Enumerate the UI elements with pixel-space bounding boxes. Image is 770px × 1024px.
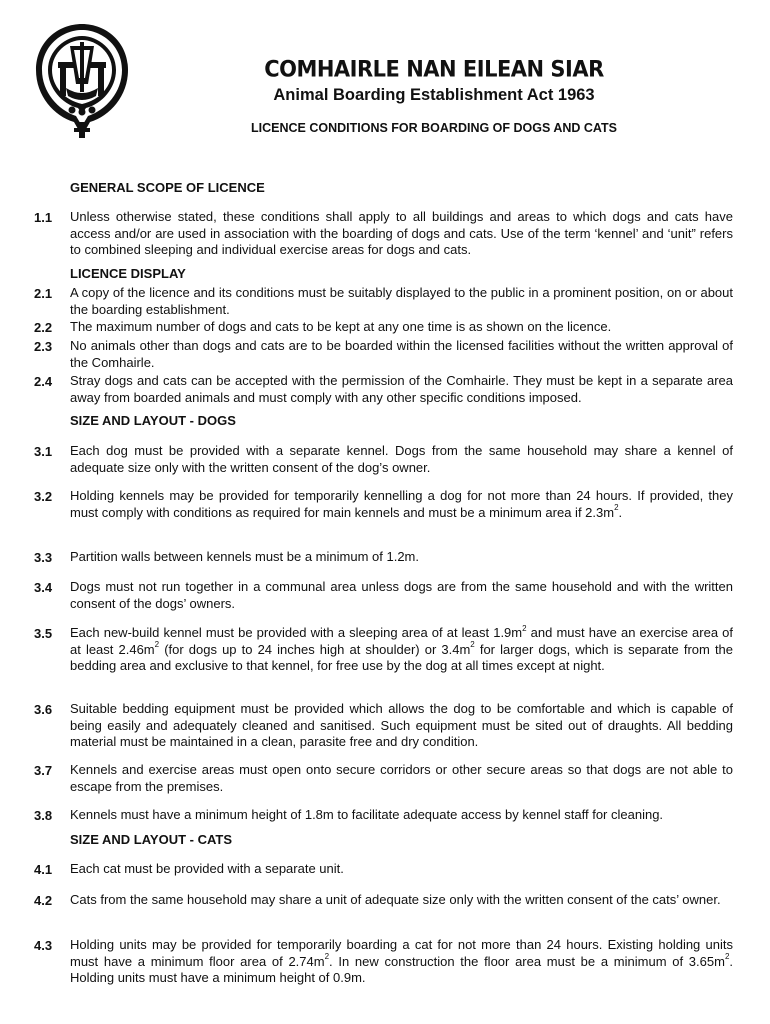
clause-text: Holding units may be provided for temporarily boarding a cat for not more than 24 hours. Existing holding units must have a minimum floor area of $2.74m^2$. In new construction the floor area must be a minimum of $3.65m^2$. Holding units must have a minimum height of 0.9m. xyxy=(70,937,734,985)
clause-number: 1.1 xyxy=(34,210,53,225)
section-heading-cats: SIZE AND LAYOUT - CATS xyxy=(70,832,233,847)
clause-number: 2.4 xyxy=(34,374,53,389)
clause-number: 3.8 xyxy=(34,808,53,823)
section-heading-dogs: SIZE AND LAYOUT - DOGS xyxy=(70,413,236,428)
council-crest-logo xyxy=(30,18,134,144)
clause-text: Stray dogs and cats can be accepted with the permission of the Comhairle. They must be kept in a separate area away from boarded animals and must comply with any other specific conditions imposed. xyxy=(70,373,733,405)
clause-text: Holding kennels may be provided for temporarily kennelling a dog for not more than 24 hours. If provided, they must comply with conditions as required for main kennels and must be a minimum area if $2.3m^2$. xyxy=(70,488,733,520)
clause-number: 2.3 xyxy=(34,339,53,354)
clause-number: 3.6 xyxy=(34,702,53,717)
clause-number: 3.1 xyxy=(34,444,53,459)
clause-text: Each new-build kennel must be provided with a sleeping area of at least $1.9m^2$ and must have an exercise area of at least $2.46m^2$ (for dogs up to 24 inches high at shoulder) or $3.4m^2$ for larger dogs, which is separate from the bedding area and exclusive to that kennel, for free use by the dog at all times except at night. xyxy=(70,623,734,673)
clause-text: Kennels must have a minimum height of 1.8m to facilitate adequate access by kennel staff for cleaning. xyxy=(70,807,664,822)
clause-text: Partition walls between kennels must be a minimum of 1.2m. xyxy=(70,549,419,564)
section-heading-display: LICENCE DISPLAY xyxy=(70,266,186,281)
clause-number: 3.5 xyxy=(34,626,53,641)
act-title: Animal Boarding Establishment Act 1963 xyxy=(273,86,595,104)
clause-text: Unless otherwise stated, these conditions shall apply to all buildings and areas to which dogs and cats have access and/or are used in association with the boarding of dogs and cats. Use of the term ‘kennel’ and ‘unit” refers to combined sleeping and individual exercise areas for dogs and cats. xyxy=(70,209,733,257)
clause-text: A copy of the licence and its conditions must be suitably displayed to the public in a prominent position, on or about the boarding establishment. xyxy=(70,285,733,317)
clause-text: Suitable bedding equipment must be provided which allows the dog to be comfortable and which is capable of being easily and adequately cleaned and sanitised. Such equipment must be sited out of draughts. All bedding material must be maintained in a clean, parasite free and dry condition. xyxy=(70,701,733,749)
clause-text: Cats from the same household may share a unit of adequate size only with the written consent of the cats’ owner. xyxy=(70,892,721,907)
clause-text: Dogs must not run together in a communal area unless dogs are from the same household and with the written consent of the dogs’ owners. xyxy=(70,579,733,611)
licence-title: LICENCE CONDITIONS FOR BOARDING OF DOGS AND CATS xyxy=(251,121,617,135)
clause-number: 2.2 xyxy=(34,320,53,335)
clause-number: 4.2 xyxy=(34,893,53,908)
clause-text: No animals other than dogs and cats are to be boarded within the licensed facilities without the written approval of the Comhairle. xyxy=(70,338,733,370)
clause-number: 3.3 xyxy=(34,550,53,565)
clause-text: Each dog must be provided with a separate kennel. Dogs from the same household may share a kennel of adequate size only with the written consent of the dog’s owner. xyxy=(70,443,733,475)
clause-number: 2.1 xyxy=(34,286,53,301)
section-heading-general: GENERAL SCOPE OF LICENCE xyxy=(70,180,265,195)
clause-number: 4.3 xyxy=(34,938,53,953)
clause-number: 3.7 xyxy=(34,763,53,778)
clause-text: Kennels and exercise areas must open onto secure corridors or other secure areas so that dogs are not able to escape from the premises. xyxy=(70,762,733,794)
clause-text: The maximum number of dogs and cats to be kept at any one time is as shown on the licence. xyxy=(70,319,612,334)
clause-number: 3.2 xyxy=(34,489,53,504)
clause-number: 4.1 xyxy=(34,862,53,877)
organisation-name: COMHAIRLE NAN EILEAN SIAR xyxy=(264,56,604,82)
clause-number: 3.4 xyxy=(34,580,53,595)
clause-text: Each cat must be provided with a separate unit. xyxy=(70,861,344,876)
